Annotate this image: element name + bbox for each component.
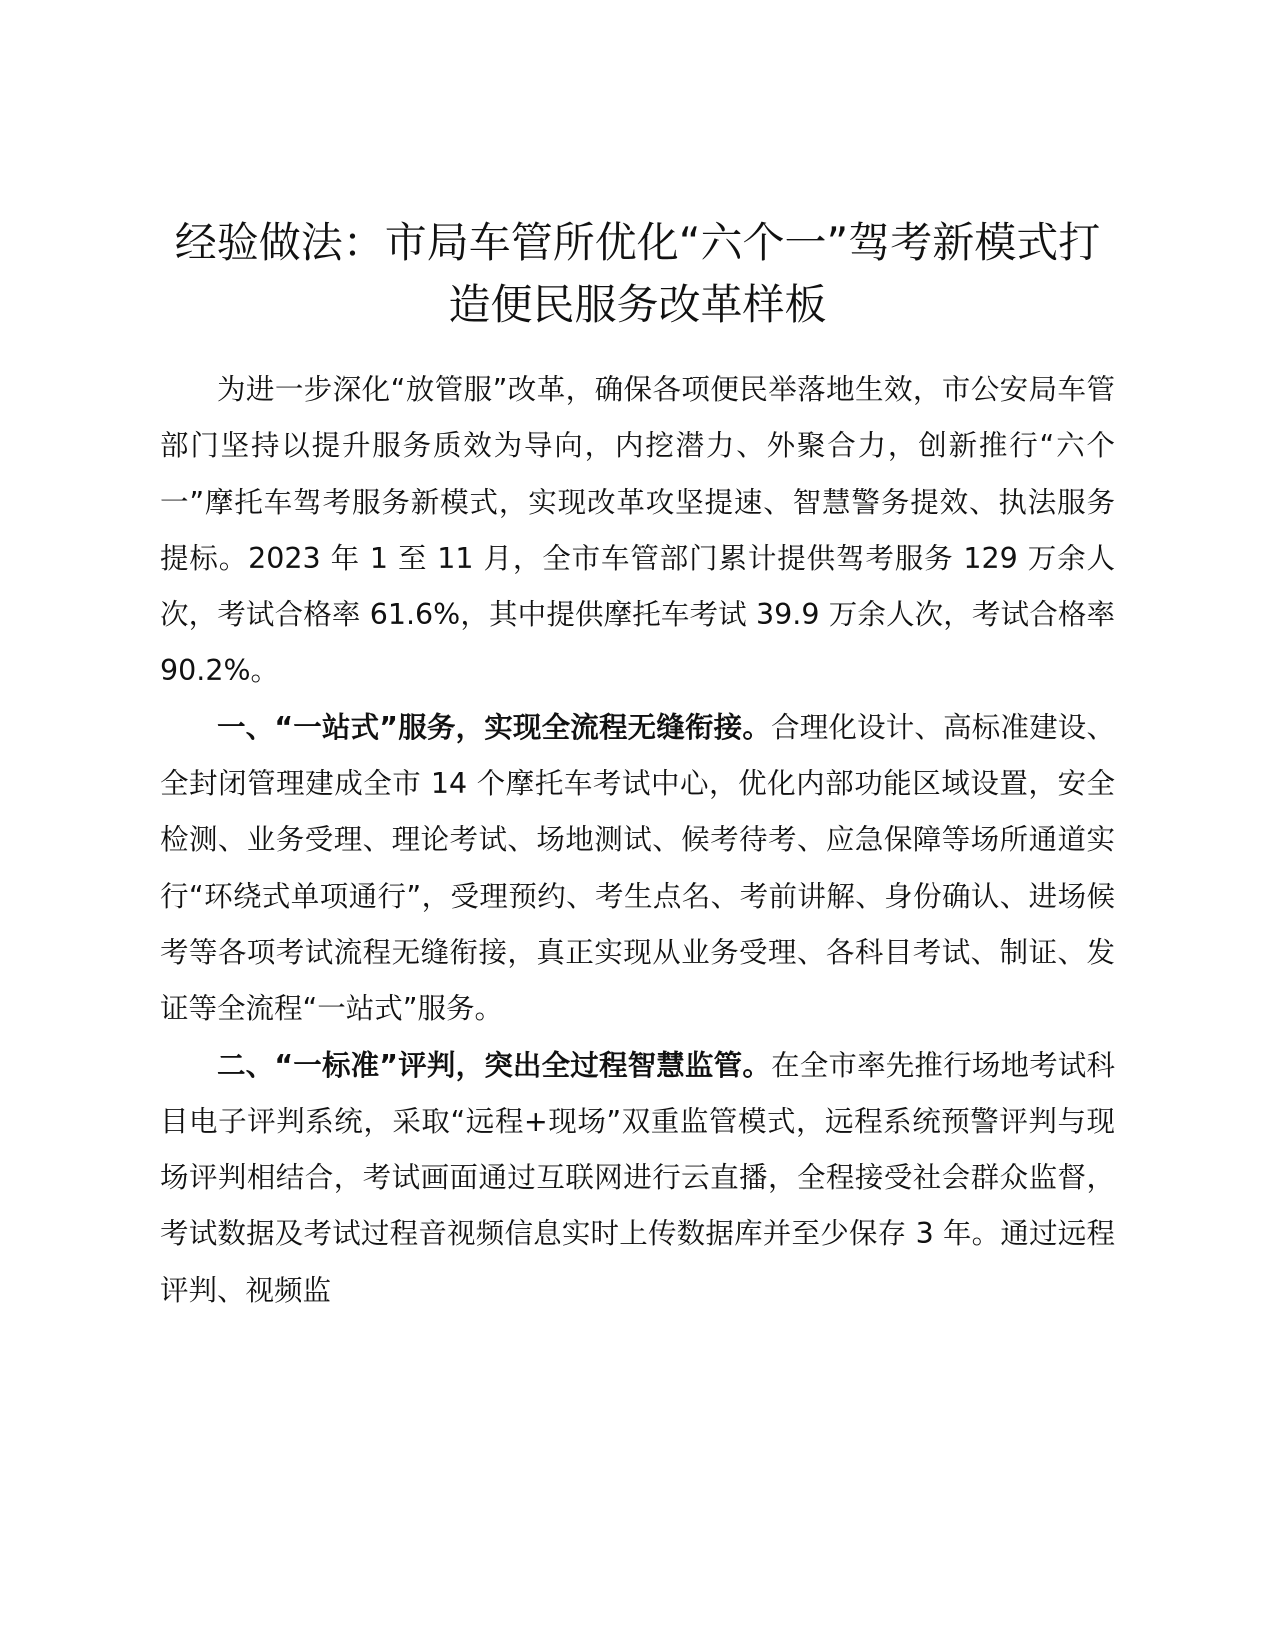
section-heading: 一、“一站式”服务，实现全流程无缝衔接。 <box>217 710 772 744</box>
document-body <box>160 362 1115 1319</box>
paragraph-text: 在全市率先推行场地考试科目电子评判系统，采取“远程+现场”双重监管模式，远程系统预警评判与现场评判相结合，考试画面通过互联网进行云直播，全程接受社会群众监督，考试数据及考试过程音视频信息实时上传数据库并至少保存 3 年。通过远程评判、视频监 <box>160 1048 1115 1307</box>
paragraph-section-1 <box>160 700 1115 1038</box>
document-page <box>160 212 1115 1319</box>
section-heading: 二、“一标准”评判，突出全过程智慧监管。 <box>217 1048 772 1082</box>
paragraph-intro <box>160 362 1115 700</box>
paragraph-text: 合理化设计、高标准建设、全封闭管理建成全市 14 个摩托车考试中心，优化内部功能区域设置，安全检测、业务受理、理论考试、场地测试、候考待考、应急保障等场所通道实行“环绕式单项通行”，受理预约、考生点名、考前讲解、身份确认、进场候考等各项考试流程无缝衔接，真正实现从业务受理、各科目考试、制证、发证等全流程“一站式”服务。 <box>160 710 1115 1026</box>
paragraph-section-2 <box>160 1038 1115 1319</box>
document-title: 经验做法：市局车管所优化“六个一”驾考新模式打造便民服务改革样板 <box>174 218 1101 329</box>
paragraph-text: 为进一步深化“放管服”改革，确保各项便民举落地生效，市公安局车管部门坚持以提升服务质效为导向，内挖潜力、外聚合力，创新推行“六个一”摩托车驾考服务新模式，实现改革攻坚提速、智慧警务提效、执法服务提标。2023 年 1 至 11 月，全市车管部门累计提供驾考服务 129 万余人次，考试合格率 61.6%，其中提供摩托车考试 39.9 万余人次，考试合格率 90.2%。 <box>160 373 1115 688</box>
